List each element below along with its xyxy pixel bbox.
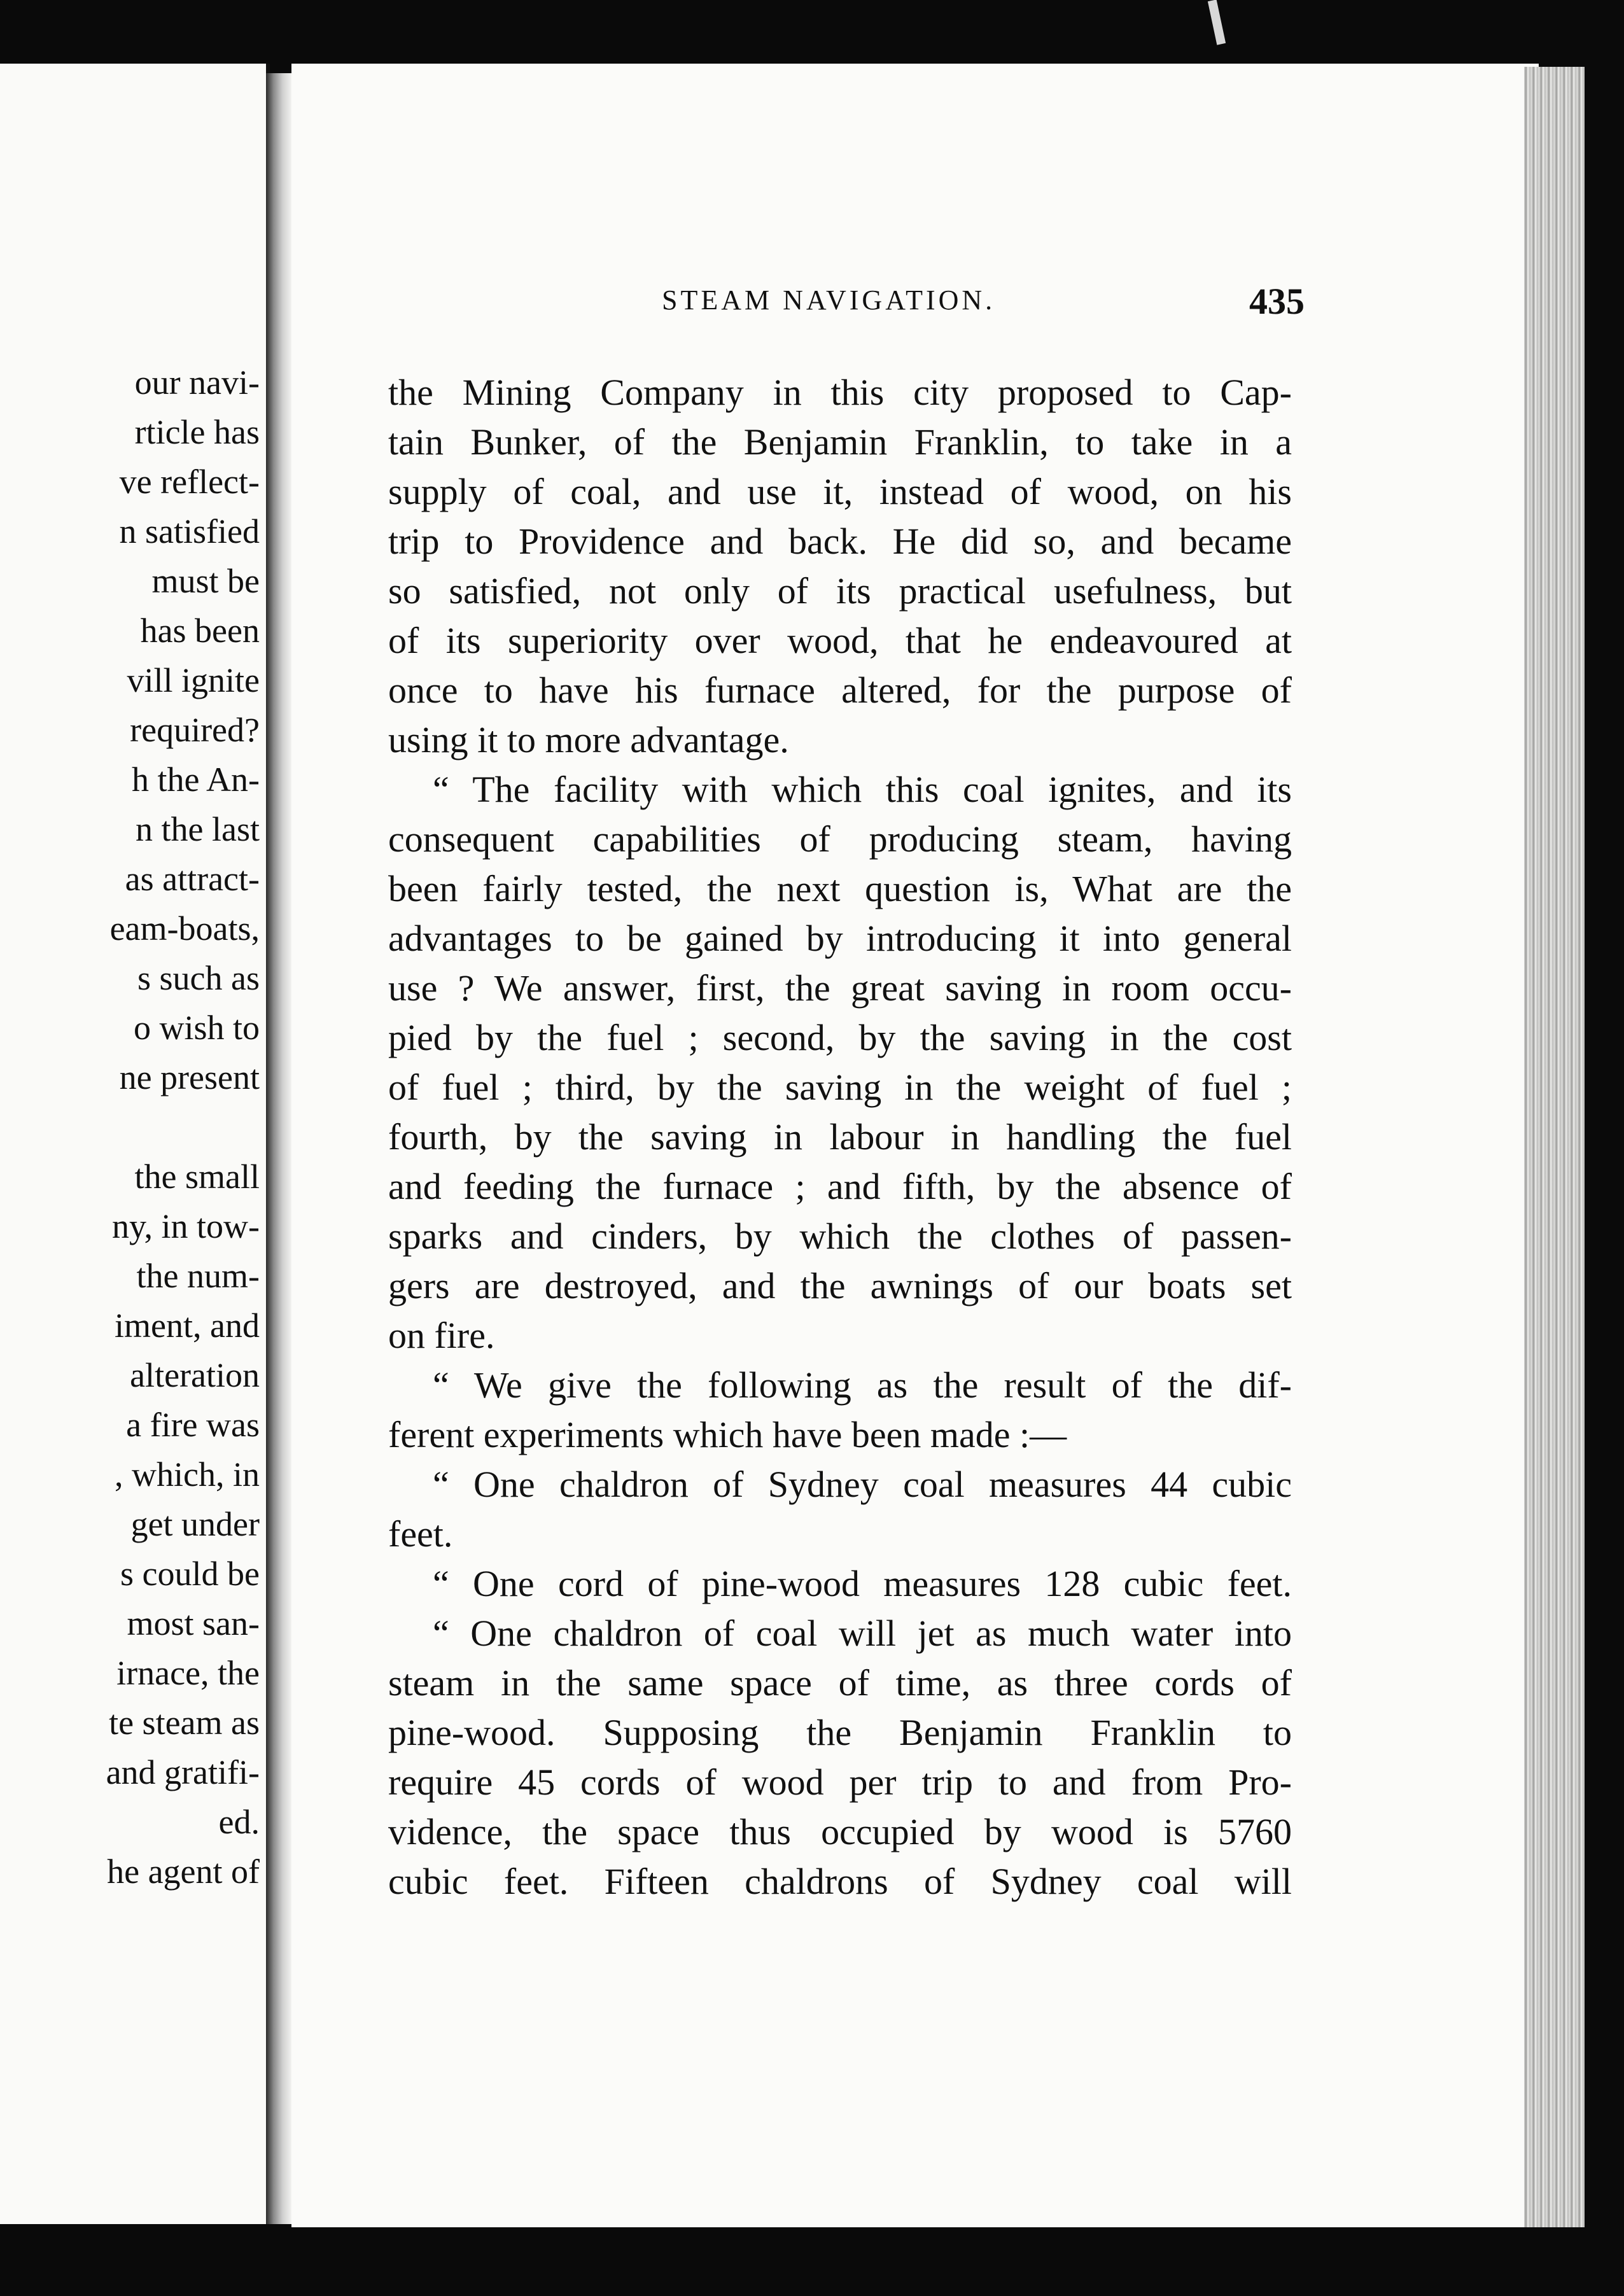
text-line: steam in the same space of time, as three cords of <box>388 1662 1292 1704</box>
left-page-line: n the last <box>136 810 260 848</box>
text-line: gers are destroyed, and the awnings of our boats set <box>388 1265 1292 1306</box>
left-page-line: o wish to <box>133 1009 260 1047</box>
text-line: the Mining Company in this city proposed to Cap- <box>388 372 1292 413</box>
left-page-line: the num- <box>136 1257 260 1295</box>
text-line: pied by the fuel ; second, by the saving in the cost <box>388 1017 1292 1058</box>
text-line: been fairly tested, the next question is, What are the <box>388 868 1292 909</box>
text-line: on fire. <box>388 1315 495 1356</box>
text-line: of fuel ; third, by the saving in the weight of fuel ; <box>388 1067 1292 1108</box>
text-line: fourth, by the saving in labour in handling the fuel <box>388 1116 1292 1158</box>
left-page-line: n satisfied <box>119 512 260 550</box>
book-gutter <box>266 73 291 2224</box>
text-line: sparks and cinders, by which the clothes of passen- <box>388 1215 1292 1257</box>
left-page-line: the small <box>134 1158 260 1196</box>
text-line: pine-wood. Supposing the Benjamin Franklin to <box>388 1712 1292 1753</box>
left-page-line: ed. <box>218 1803 260 1841</box>
left-page-line: ny, in tow- <box>112 1207 260 1245</box>
body-text <box>388 368 1292 1907</box>
left-page-line: vill ignite <box>127 661 260 699</box>
text-line: vidence, the space thus occupied by wood is 5760 <box>388 1811 1292 1852</box>
left-page-line: rticle has <box>134 413 260 451</box>
text-line: and feeding the furnace ; and fifth, by the absence of <box>388 1166 1292 1207</box>
text-line: consequent capabilities of producing steam, having <box>388 818 1292 860</box>
running-head: STEAM NAVIGATION. <box>662 284 996 316</box>
left-page-line: our navi- <box>134 363 260 402</box>
text-line: require 45 cords of wood per trip to and from Pro- <box>388 1761 1292 1803</box>
text-line: so satisfied, not only of its practical usefulness, but <box>388 570 1292 612</box>
page-header <box>662 280 1305 325</box>
left-page-line: and gratifi- <box>106 1753 260 1791</box>
bookmark-thread <box>1208 0 1226 45</box>
text-line: of its superiority over wood, that he endeavoured at <box>388 620 1292 661</box>
text-line: “ One chaldron of Sydney coal measures 44 cubic <box>433 1464 1292 1505</box>
text-line: once to have his furnace altered, for the purpose of <box>388 669 1292 711</box>
left-page-line: irnace, the <box>116 1654 260 1692</box>
text-line: use ? We answer, first, the great saving in room occu- <box>388 967 1292 1009</box>
text-line: “ One chaldron of coal will jet as much water into <box>433 1613 1292 1654</box>
left-page-line: a fire was <box>126 1406 260 1444</box>
text-line: using it to more advantage. <box>388 719 789 760</box>
text-line: supply of coal, and use it, instead of wood, on his <box>388 471 1292 512</box>
page-edge <box>1524 67 1585 2227</box>
left-page-line: ve reflect- <box>119 463 260 501</box>
left-page-line: as attract- <box>125 860 260 898</box>
left-page-line: ne present <box>119 1058 260 1096</box>
left-page-line: s could be <box>120 1555 260 1593</box>
left-page-line: has been <box>140 612 260 650</box>
left-page-line: s such as <box>137 959 260 997</box>
left-page-line: must be <box>151 562 260 600</box>
text-line: “ One cord of pine-wood measures 128 cubic feet. <box>433 1563 1292 1604</box>
left-page-line: get under <box>130 1505 260 1543</box>
left-page-line: required? <box>130 711 260 749</box>
left-page-line: most san- <box>127 1604 260 1642</box>
text-line: advantages to be gained by introducing it into general <box>388 918 1292 959</box>
text-line: cubic feet. Fifteen chaldrons of Sydney coal will <box>388 1861 1292 1902</box>
text-line: trip to Providence and back. He did so, and became <box>388 521 1292 562</box>
text-line: ferent experiments which have been made :— <box>388 1414 1067 1455</box>
left-page-line: he agent of <box>107 1852 260 1891</box>
left-page-line: iment, and <box>115 1306 260 1345</box>
left-page-line: alteration <box>130 1356 260 1394</box>
text-line: “ The facility with which this coal ignites, and its <box>433 769 1292 810</box>
left-page-line: , which, in <box>115 1455 260 1494</box>
left-page-line: h the An- <box>132 760 260 799</box>
text-line: “ We give the following as the result of the dif- <box>433 1364 1292 1406</box>
text-line: tain Bunker, of the Benjamin Franklin, to take in a <box>388 421 1292 463</box>
text-line: feet. <box>388 1513 453 1555</box>
page-number: 435 <box>1249 281 1305 322</box>
left-page <box>0 64 270 2224</box>
left-page-line: eam-boats, <box>109 909 260 948</box>
left-page-line: te steam as <box>109 1704 260 1742</box>
